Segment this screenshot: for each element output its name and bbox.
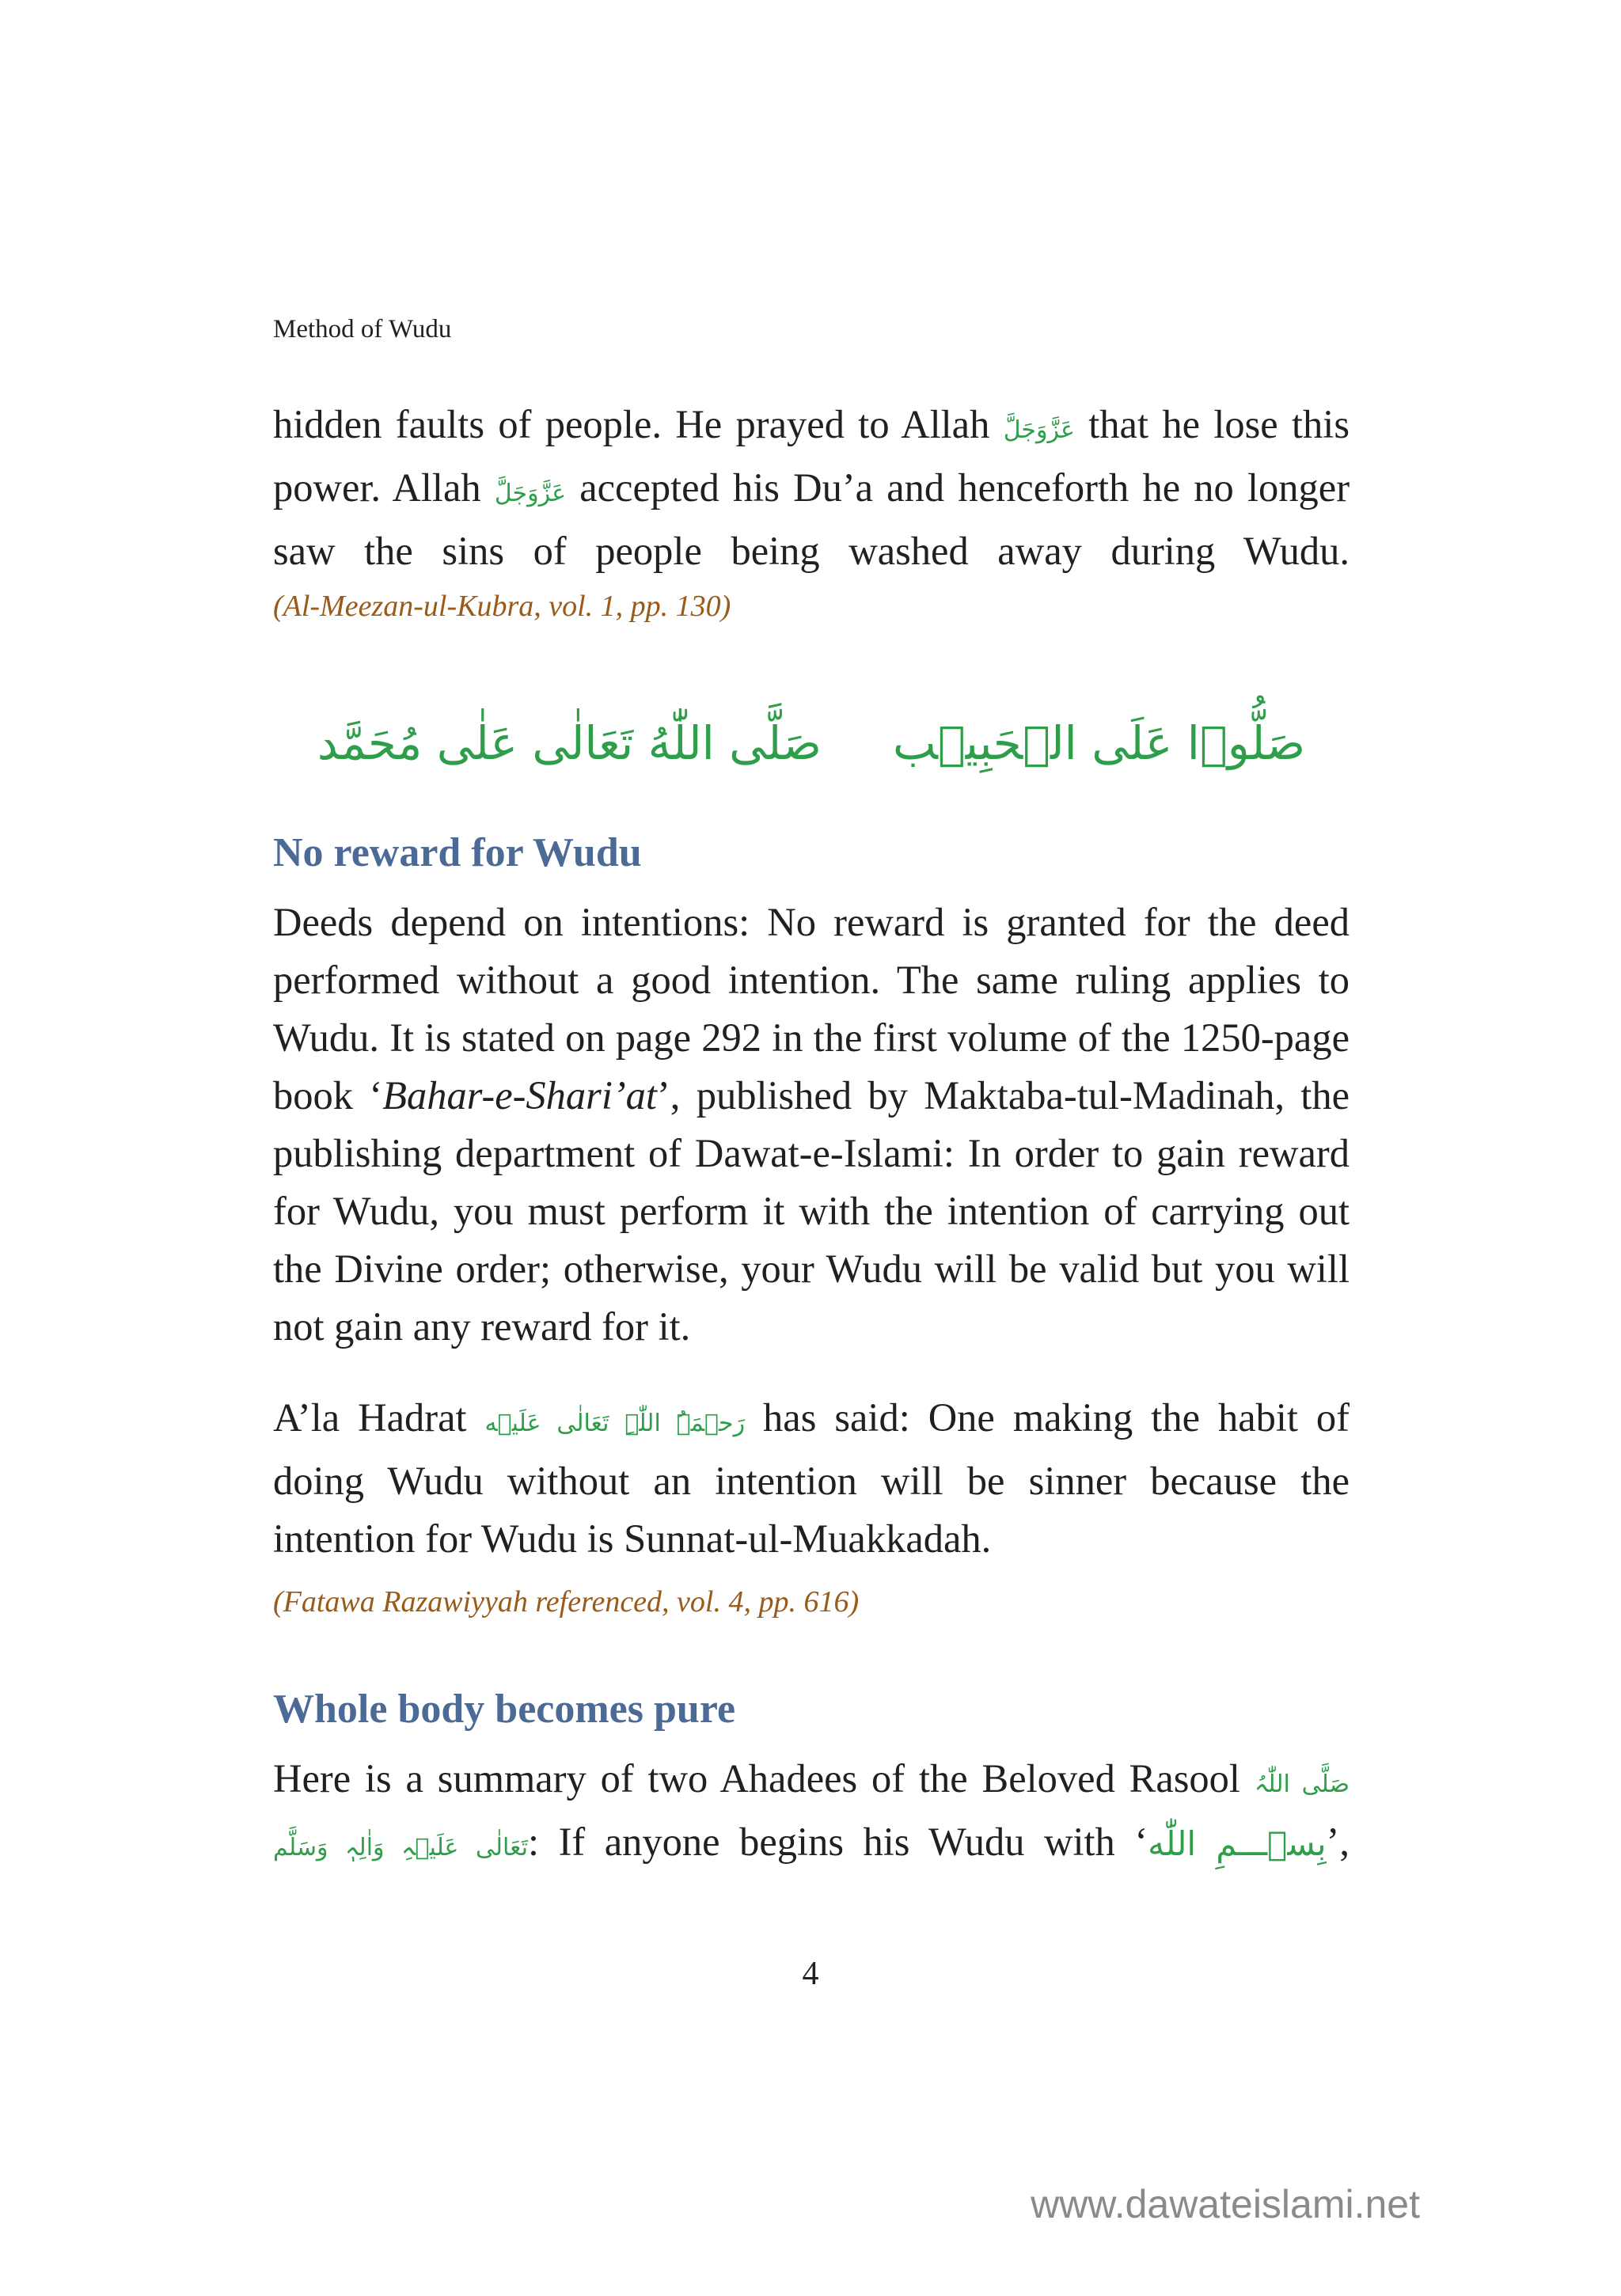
arabic-rahmatullah: رَحۡمَۃُ اللّٰہِ تَعَالٰی عَلَیۡه [484,1410,746,1437]
para1-part1: hidden faults of people. He prayed to Allah [273,402,1004,446]
paragraph-two-ahadees [273,1750,1350,1877]
durood-right: صَلُّوۡا عَلَى الۡحَبِيۡب [892,716,1306,770]
para-b-part1: A’la Hadrat [273,1395,485,1440]
para-a-part2: ’, published by Maktaba-tul-Madinah, the publishing department of Dawat-e-Islami: In order to gain reward for Wudu, you must perform it with the intention of carrying out the Divine order; otherwise, your Wudu will be valid but you will not gain any reward for it. [273,1073,1350,1349]
paragraph-deeds-intentions [273,894,1350,1356]
page-content [273,396,1350,1877]
watermark-url: www.dawateislami.net [1031,2182,1420,2226]
paragraph-ala-hadrat [273,1389,1350,1568]
reference-al-meezan: (Al-Meezan-ul-Kubra, vol. 1, pp. 130) [273,590,731,623]
durood-left: صَلَّى اللّٰهُ تَعَالٰى عَلٰى مُحَمَّد [317,716,822,770]
para-a-part1: Deeds depend on intentions: No reward is granted for the deed performed without a good intention. The same ruling applies to Wudu. It is stated on page 292 in the first volume of the 1250-page book ‘ [273,900,1350,1118]
para2-part2: : If anyone begins his Wudu with ‘ [528,1820,1148,1864]
para2-part3: ’, [1326,1820,1350,1864]
arabic-bismillah: بِسۡـــمِ اللّٰه [1148,1824,1327,1863]
para1-part2: that he lose this power. Allah [273,402,1350,510]
arabic-azza-wa-jal-2: عَزَّوَجَلَّ [494,480,567,507]
heading-no-reward: No reward for Wudu [273,830,642,875]
arabic-azza-wa-jal: عَزَّوَجَلَّ [1003,416,1075,444]
arabic-salla-allahu: صَلَّى اللّٰہُ تَعَالٰى عَلَیۡہِ وَاٰلِہٖ وَسَلَّم [273,1770,1350,1861]
book-title: Bahar-e-Shari’at [382,1073,657,1118]
para2-part1: Here is a summary of two Ahadees of the Beloved Rasool [273,1756,1255,1801]
running-head: Method of Wudu [273,315,452,343]
para-b-part2: has said: One making the habit of doing Wudu without an intention will be sinner because the intention for Wudu is Sunnat-ul-Muakkadah. [273,1395,1350,1561]
reference-fatawa-razawiyyah: (Fatawa Razawiyyah referenced, vol. 4, pp. 616) [273,1585,860,1619]
paragraph-hidden-faults [273,396,1350,580]
durood-line [273,716,1350,780]
para1-part3: accepted his Du’a and henceforth he no longer saw the sins of people being washed away during Wudu. [273,465,1350,573]
page-number: 4 [802,1956,819,1992]
heading-whole-body: Whole body becomes pure [273,1687,736,1732]
